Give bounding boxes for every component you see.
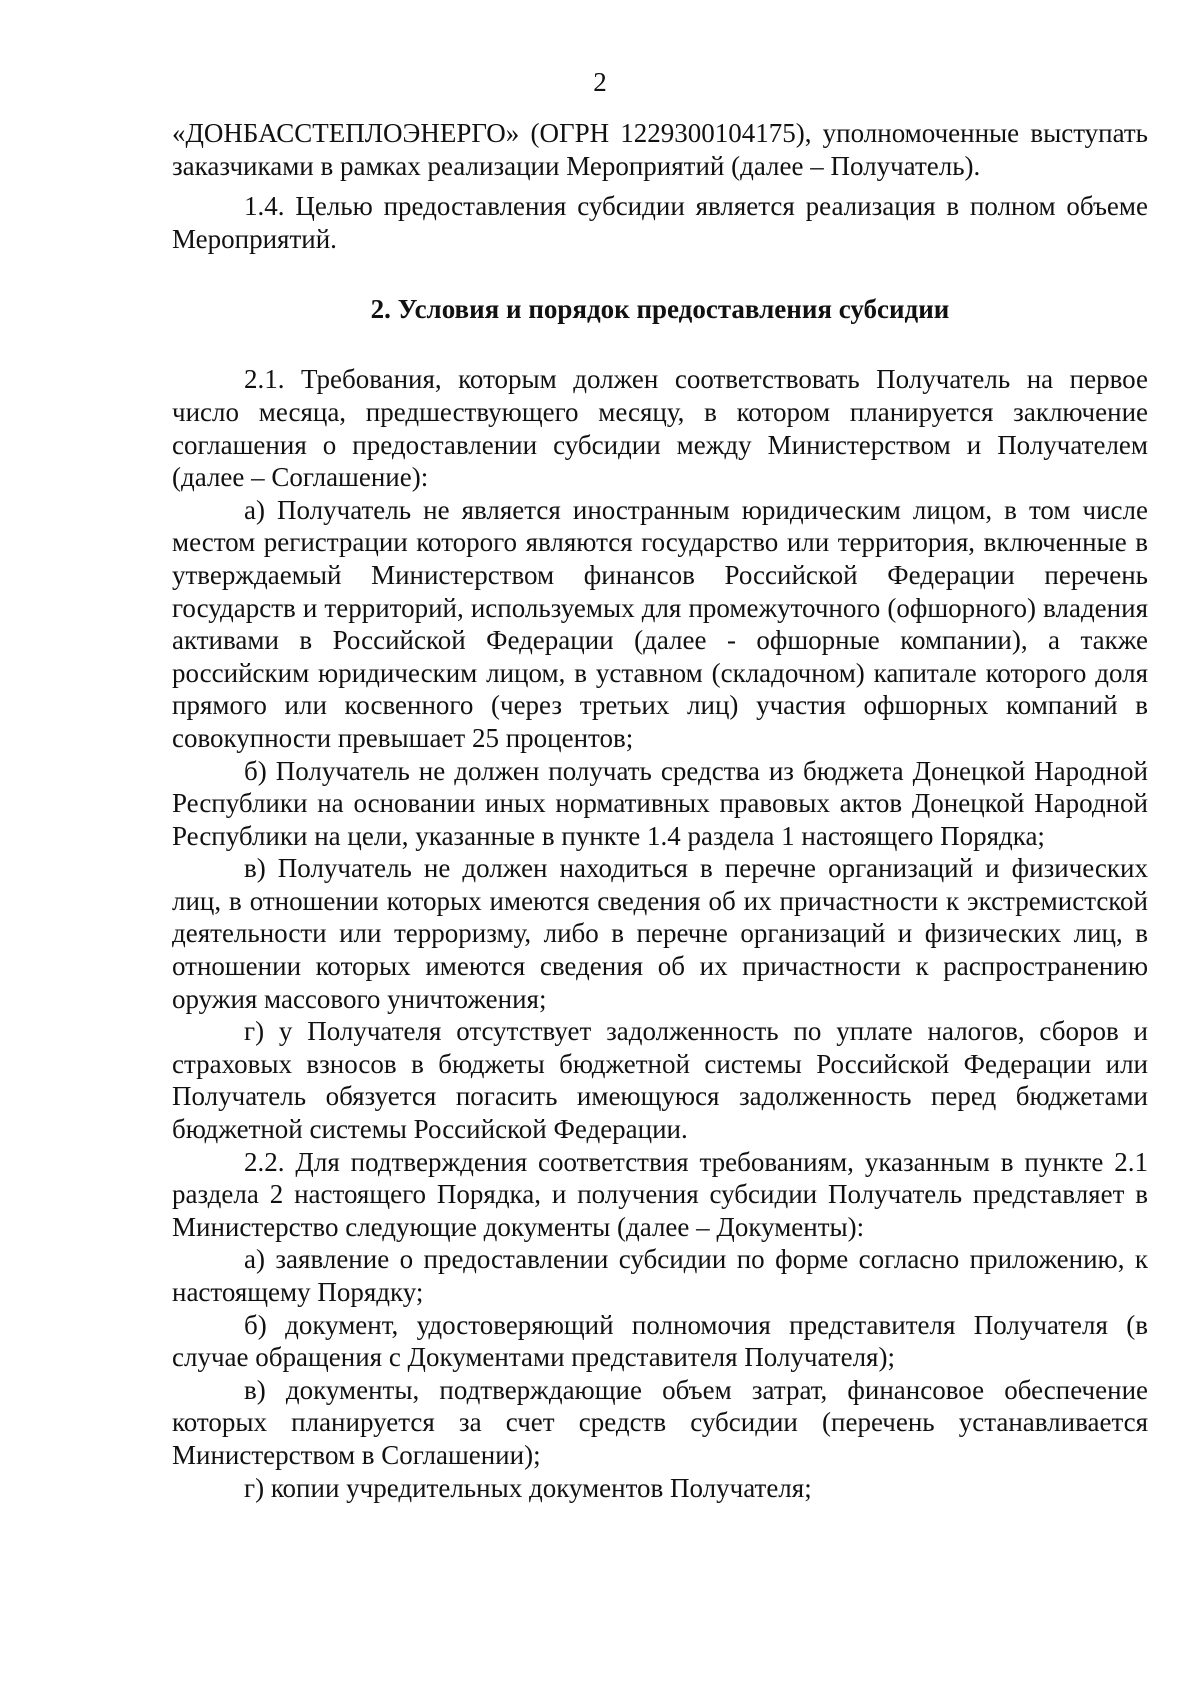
paragraph-1-4: 1.4. Целью предоставления субсидии является реализация в полном объеме Мероприятий. bbox=[172, 191, 1148, 254]
paragraph-2-1-a: а) Получатель не является иностранным юридическим лицом, в том числе местом регистрации которого являются государство или территория, включенные в утверждаемый Министерством финансов Российской Федерации перечень государств и территорий, используемых для промежуточного (офшорного) владения активами в Российской Федерации (далее - офшорные компании), а также российским юридическим лицом, в уставном (складочном) капитале которого доля прямого или косвенного (через третьих лиц) участия офшорных компаний в совокупности превышает 25 процентов; bbox=[172, 494, 1148, 753]
paragraph-2-2: 2.2. Для подтверждения соответствия требованиям, указанным в пункте 2.1 раздела 2 настоящего Порядка, и получения субсидии Получатель представляет в Министерство следующие документы (далее – Документы): bbox=[172, 1146, 1148, 1242]
paragraph-2-2-b: б) документ, удостоверяющий полномочия представителя Получателя (в случае обращения с Документами представителя Получателя); bbox=[172, 1309, 1148, 1373]
page-number: 2 bbox=[593, 67, 607, 97]
paragraph-2-2-a: а) заявление о предоставлении субсидии по форме согласно приложению, к настоящему Порядку; bbox=[172, 1244, 1148, 1307]
intro-paragraph: «ДОНБАССТЕПЛОЭНЕРГО» (ОГРН 1229300104175), уполномоченные выступать заказчиками в рамках реализации Мероприятий (далее – Получатель). bbox=[172, 118, 1148, 181]
paragraph-2-1-v: в) Получатель не должен находиться в перечне организаций и физических лиц, в отношении которых имеются сведения об их причастности к экстремистской деятельности или терроризму, либо в перечне организаций и физических лиц, в отношении которых имеются сведения об их причастности к распространению оружия массового уничтожения; bbox=[172, 853, 1148, 1014]
paragraph-2-1-g: г) у Получателя отсутствует задолженность по уплате налогов, сборов и страховых взносов в бюджеты бюджетной системы Российской Федерации или Получатель обязуется погасить имеющуюся задолженность перед бюджетами бюджетной системы Российской Федерации. bbox=[172, 1016, 1148, 1145]
paragraph-2-2-v: в) документы, подтверждающие объем затрат, финансовое обеспечение которых планируется за счет средств субсидии (перечень устанавливается Министерством в Соглашении); bbox=[172, 1374, 1148, 1470]
section-2-heading: 2. Условия и порядок предоставления субсидии bbox=[370, 294, 950, 325]
paragraph-2-1: 2.1. Требования, которым должен соответствовать Получатель на первое число месяца, предшествующего месяцу, в котором планируется заключение соглашения о предоставлении субсидии между Министерством и Получателем (далее – Соглашение): bbox=[172, 364, 1148, 493]
paragraph-2-1-b: б) Получатель не должен получать средства из бюджета Донецкой Народной Республики на основании иных нормативных правовых актов Донецкой Народной Республики на цели, указанные в пункте 1.4 раздела 1 настоящего Порядка; bbox=[172, 755, 1148, 851]
paragraph-2-2-g: г) копии учредительных документов Получателя; bbox=[244, 1472, 812, 1503]
document-body bbox=[172, 117, 1148, 1504]
